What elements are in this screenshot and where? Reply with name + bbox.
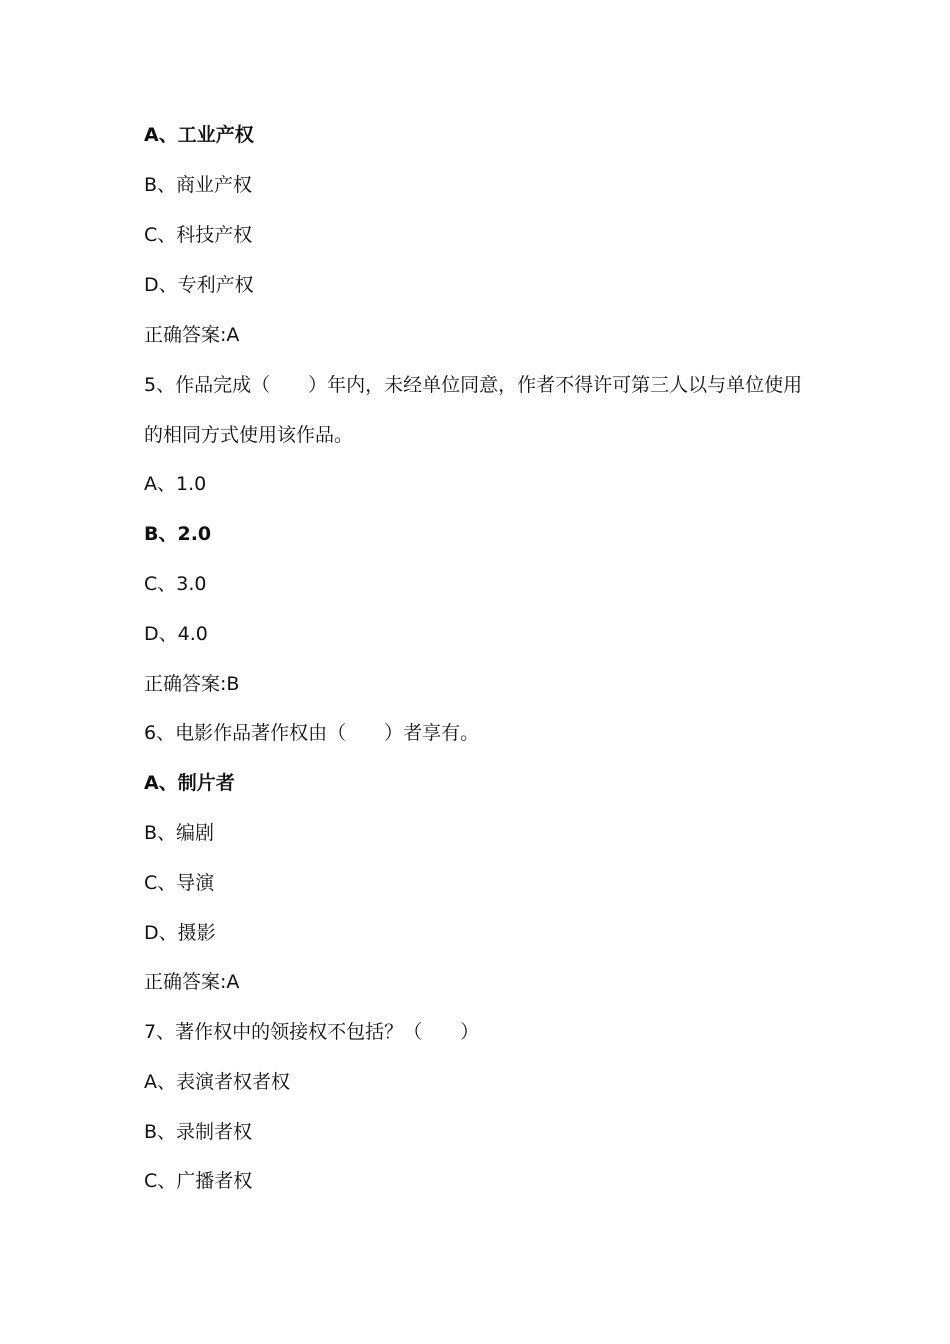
q4-answer: 正确答案:A xyxy=(144,324,240,346)
q7-option-a: A、表演者权者权 xyxy=(144,1071,290,1093)
q5-option-c: C、3.0 xyxy=(144,573,207,595)
q7-option-c: C、广播者权 xyxy=(144,1170,253,1192)
q7-option-b: B、录制者权 xyxy=(144,1121,253,1143)
q6-question: 6、电影作品著作权由（ ）者享有。 xyxy=(144,722,480,744)
q5-option-b-correct: B、2.0 xyxy=(144,523,212,545)
q4-option-d: D、专利产权 xyxy=(144,274,254,296)
q6-option-d: D、摄影 xyxy=(144,922,216,944)
q5-question-line-2: 的相同方式使用该作品。 xyxy=(144,424,354,446)
q5-question-line-1: 5、作品完成（ ）年内，未经单位同意，作者不得许可第三人以与单位使用 xyxy=(144,374,803,396)
q5-answer: 正确答案:B xyxy=(144,673,240,695)
q6-option-c: C、导演 xyxy=(144,872,215,894)
q6-answer: 正确答案:A xyxy=(144,971,240,993)
q7-question: 7、著作权中的领接权不包括？（ ） xyxy=(144,1021,480,1043)
q4-option-a-correct: A、工业产权 xyxy=(144,124,254,146)
q5-option-a: A、1.0 xyxy=(144,473,207,495)
q4-option-b: B、商业产权 xyxy=(144,174,253,196)
q5-option-d: D、4.0 xyxy=(144,623,208,645)
q4-option-c: C、科技产权 xyxy=(144,224,253,246)
q6-option-b: B、编剧 xyxy=(144,822,215,844)
q6-option-a-correct: A、制片者 xyxy=(144,772,235,794)
